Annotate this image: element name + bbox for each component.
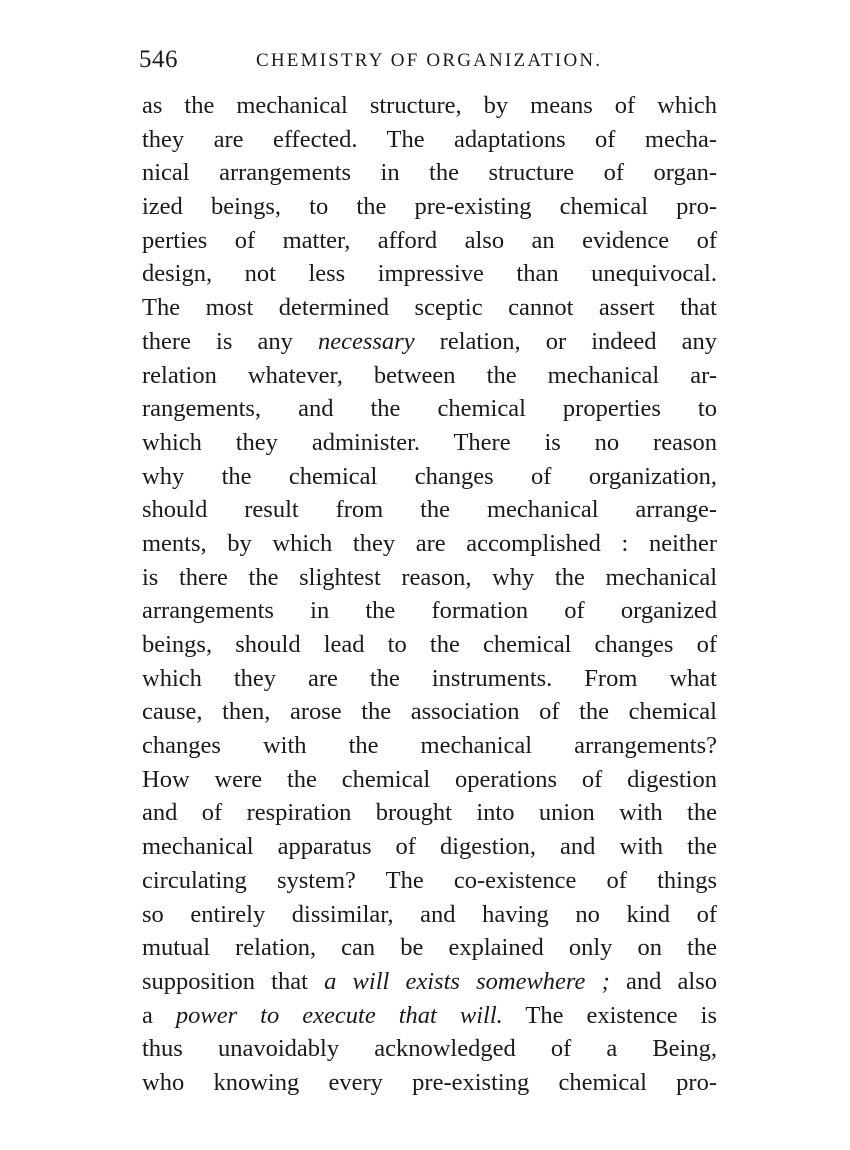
text-run: a (142, 1001, 176, 1029)
text-line: so entirely dissimilar, and having no kind of (142, 900, 717, 928)
text-line: ments, by which they are accomplished : neither (142, 529, 717, 557)
text-line: why the chemical changes of organization, (142, 462, 717, 490)
italic-emphasis: necessary (317, 327, 415, 355)
text-line: they are effected. The adaptations of mecha- (142, 125, 717, 153)
text-line: mechanical apparatus of digestion, and with the (142, 833, 717, 861)
text-line: relation whatever, between the mechanical ar- (142, 361, 717, 389)
text-line: should result from the mechanical arrange- (142, 496, 717, 524)
text-line: as the mechanical structure, by means of which (142, 92, 717, 119)
text-run: supposition that (142, 967, 325, 995)
text-line: circulating system? The co-existence of things (142, 866, 717, 894)
italic-emphasis: power to execute that will. (175, 1001, 503, 1029)
text-line: rangements, and the chemical properties to (142, 395, 717, 423)
text-line: The most determined sceptic cannot assert that (142, 294, 717, 322)
page-number: 546 (139, 46, 178, 73)
text-line: who knowing every pre-existing chemical pro- (142, 1068, 717, 1096)
text-line (142, 999, 717, 1033)
text-line: ized beings, to the pre-existing chemical pro- (142, 193, 717, 221)
text-run: and also (609, 967, 717, 995)
text-run: relation, or indeed any (414, 327, 717, 355)
text-line: is there the slightest reason, why the mechanical (142, 563, 717, 591)
text-line: thus unavoidably acknowledged of a Being, (142, 1035, 717, 1063)
text-run: The existence is (502, 1001, 717, 1029)
running-title: CHEMISTRY OF ORGANIZATION. (256, 50, 603, 71)
running-head (139, 44, 719, 76)
text-line: beings, should lead to the chemical changes of (142, 631, 717, 658)
text-line: mutual relation, can be explained only on the (142, 934, 717, 962)
text-line: which they administer. There is no reason (142, 428, 717, 456)
text-line: design, not less impressive than unequivocal. (142, 260, 717, 288)
text-line: cause, then, arose the association of the chemical (142, 698, 717, 726)
text-line: which they are the instruments. From what (142, 664, 717, 692)
text-line: and of respiration brought into union with the (142, 799, 717, 827)
text-line (142, 965, 717, 999)
text-line: How were the chemical operations of digestion (142, 765, 717, 793)
text-line: arrangements in the formation of organized (142, 597, 717, 625)
text-run: there is any (142, 327, 318, 355)
text-line (142, 325, 717, 359)
text-line: perties of matter, afford also an evidence of (142, 226, 717, 254)
text-line: nical arrangements in the structure of organ- (142, 159, 717, 187)
body-text (142, 89, 717, 1100)
italic-emphasis: a will exists somewhere ; (324, 967, 610, 995)
text-line: changes with the mechanical arrangements? (142, 732, 717, 760)
